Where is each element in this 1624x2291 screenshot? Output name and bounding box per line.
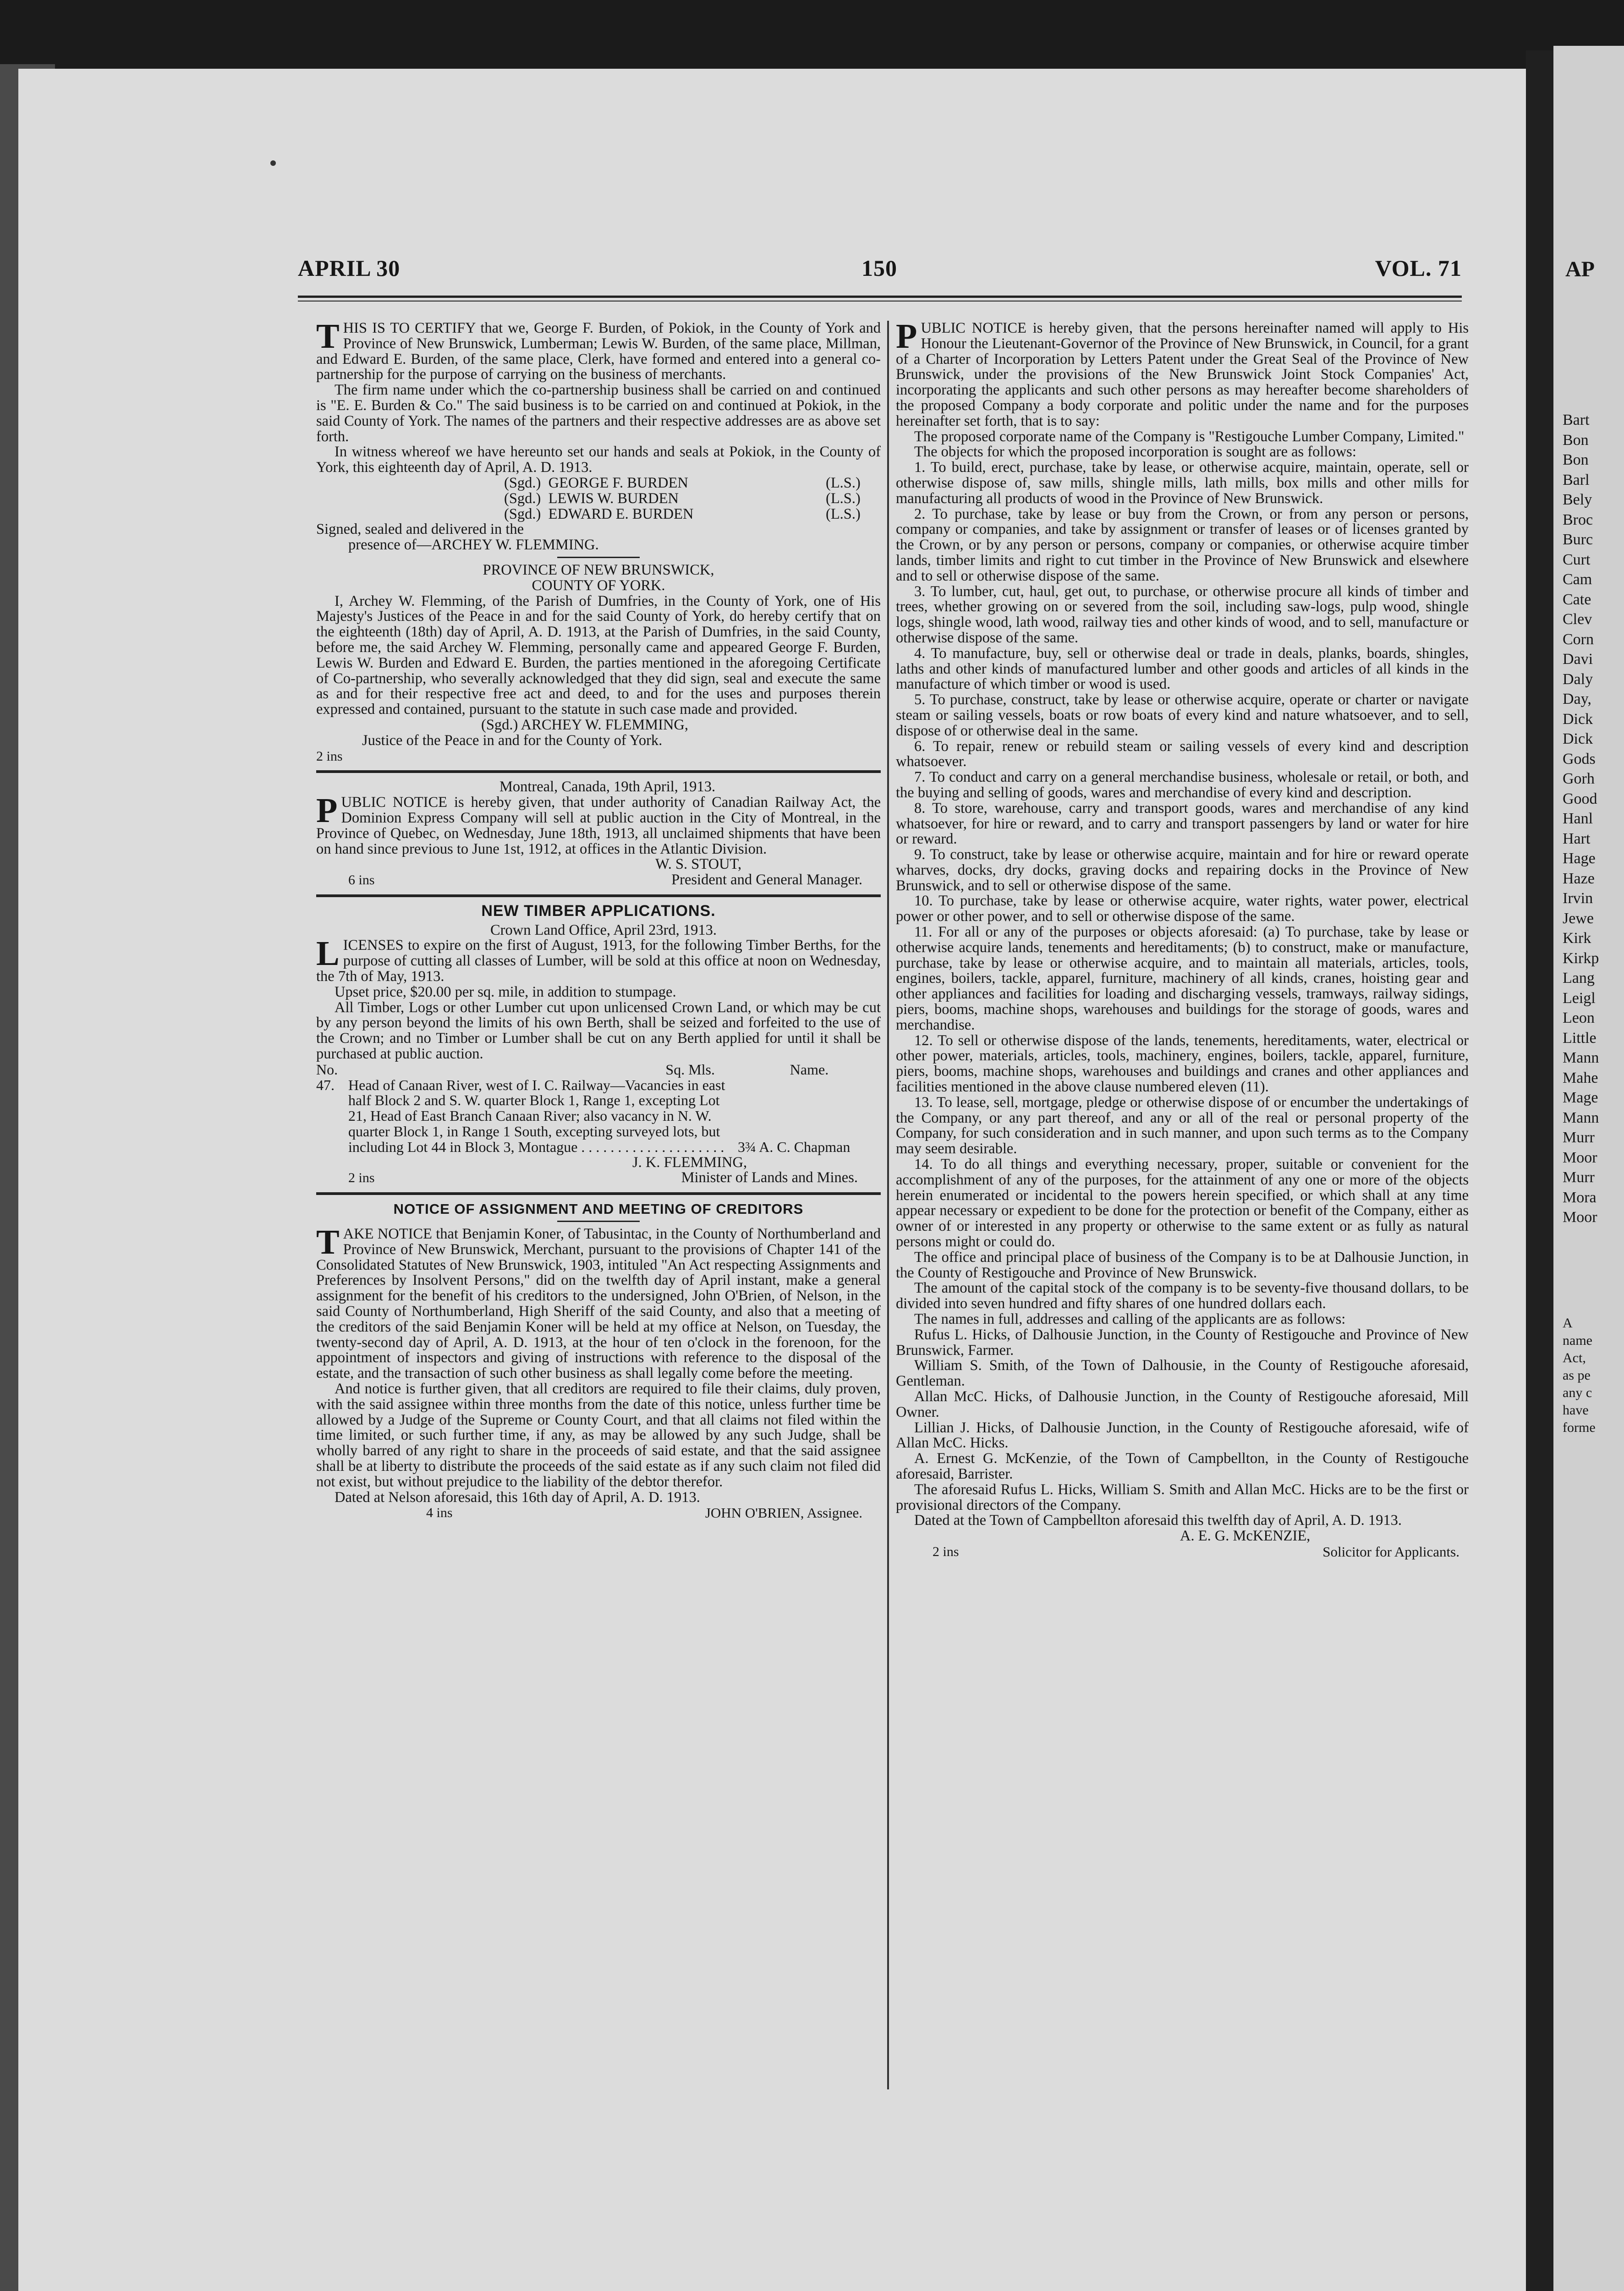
facing-page-name: Murr — [1563, 1169, 1595, 1186]
notice-paragraph: All Timber, Logs or other Lumber cut upon unlicensed Crown Land, or which may be cut by any person beyond the limits of his own Berth, shall be seized and forfeited to the use of the Crown; and no Timber or Lumber shall be cut on any Berth applied for until it shall be purchased at public auction. — [316, 999, 881, 1063]
insertion-count: 2 ins — [933, 1544, 959, 1559]
facing-page-name: Jewe — [1563, 910, 1594, 927]
signature-line — [504, 507, 881, 522]
signature-row — [896, 1544, 1469, 1560]
signature-title: Minister of Lands and Mines. — [681, 1169, 858, 1186]
facing-page-text-fragment: have — [1563, 1402, 1589, 1418]
section-rule — [557, 1221, 640, 1222]
facing-page-name: Bely — [1563, 491, 1592, 508]
facing-page-name: Gods — [1563, 750, 1596, 767]
dateline: Crown Land Office, April 23rd, 1913. — [490, 921, 717, 938]
column-header: Name. — [790, 1061, 829, 1078]
facing-page-name: Bon — [1563, 431, 1589, 449]
running-head — [298, 255, 1462, 287]
section-heading: NOTICE OF ASSIGNMENT AND MEETING OF CREDITORS — [393, 1201, 804, 1217]
table-header-row — [316, 1062, 881, 1078]
notice-paragraph: The firm name under which the co-partnership business shall be carried on and continued is "E. E. Burden & Co." The said business is to be carried on and continued at Pokiok, in the said County of York. The names of the partners and their respective addresses are as above set forth. — [316, 382, 881, 445]
signature-name: (Sgd.) EDWARD E. BURDEN — [504, 505, 694, 522]
berth-applicant — [738, 1078, 881, 1155]
facing-page-name: Good — [1563, 790, 1597, 807]
timber-berth-table — [316, 1062, 881, 1155]
express-auction-notice — [316, 779, 881, 888]
applicant-entry: William S. Smith, of the Town of Dalhousie, in the County of Restigouche aforesaid, Gentleman. — [896, 1357, 1469, 1390]
facing-page-text-fragment: A — [1563, 1315, 1573, 1331]
facing-page-name: Gorh — [1563, 770, 1595, 787]
facing-page-text-fragment: name — [1563, 1332, 1592, 1348]
facing-page-name: Mage — [1563, 1089, 1598, 1106]
partnership-certificate-notice — [316, 317, 881, 764]
signature-line — [504, 491, 881, 507]
facing-page-notice-fragment — [1563, 1315, 1624, 1436]
facing-page-text-fragment: any c — [1563, 1385, 1592, 1400]
notice-paragraph: I, Archey W. Flemming, of the Parish of Dumfries, in the County of York, one of His Majesty's Justices of the Peace in and for the said County of York, do hereby certify that on the eighteenth (18th) day of April, A. D. 1913, at the Parish of Dumfries, in the said County, before me, the said Archey W. Flemming, personally came and appeared George F. Burden, Lewis W. Burden and Edward E. Burden, the parties mentioned in the aforegoing Certificate of Co-partnership, who severally acknowledged that they did sign, seal and execute the same as and for their respective free act and deed, to and for the uses and purposes therein expressed and contained, pursuant to the statute in such case made and provided. — [316, 592, 881, 718]
facing-page-name: Cate — [1563, 591, 1591, 608]
province-heading: PROVINCE OF NEW BRUNSWICK, — [483, 561, 714, 578]
signature-line: JOHN O'BRIEN, Assignee. — [705, 1505, 862, 1521]
facing-page-name: Kirk — [1563, 930, 1591, 947]
object-clause: 11. For all or any of the purposes or objects aforesaid: (a) To purchase, take by lease or otherwise acquire lands, tenements and hereditaments; (b) to construct, make or manufacture, purchase, take by lease or otherwise acquire, and to maintain all materials, articles, tools, engines, boilers, tackle, apparel, furniture, machinery of all kinds, cranes, hoisting gear and other appliances and facilities for loading and discharging vessels, tramways, railway sidings, piers, booms, machine shops, warehouses and buildings for the storage of goods, wares and merchandise. — [896, 924, 1469, 1033]
signature-line: (Sgd.) ARCHEY W. FLEMMING, — [481, 716, 689, 733]
left-column — [316, 317, 881, 1521]
facing-page-name: Hanl — [1563, 810, 1593, 827]
facing-page-name: Mann — [1563, 1109, 1599, 1126]
facing-page-name: Daly — [1563, 670, 1593, 688]
facing-page-name-list — [1563, 410, 1624, 1228]
directors-paragraph: The aforesaid Rufus L. Hicks, William S. Smith and Allan McC. Hicks are to be the first or provisional directors of the Company. — [896, 1481, 1469, 1513]
facing-page-name: Haze — [1563, 870, 1595, 887]
object-clause: 13. To lease, sell, mortgage, pledge or otherwise dispose of or encumber the undertakings of the Company, or any part thereof, and any or all of the real or personal property of the Company, for such consideration and in such manner, and upon such terms as to the Company may seem desirable. — [896, 1094, 1469, 1157]
facing-page-name: Little — [1563, 1029, 1597, 1047]
signature-name: (Sgd.) GEORGE F. BURDEN — [504, 474, 688, 491]
applicant-entry: Lillian J. Hicks, of Dalhousie Junction, in the County of Restigouche aforesaid, wife of Allan McC. Hicks. — [896, 1419, 1469, 1452]
volume-number: VOL. 71 — [1375, 255, 1462, 281]
company-name-paragraph: The proposed corporate name of the Company is "Restigouche Lumber Company, Limited." — [914, 428, 1465, 445]
facing-page-name: Cam — [1563, 571, 1592, 588]
facing-page-name: Murr — [1563, 1129, 1595, 1146]
facing-page-name: Leon — [1563, 1009, 1595, 1026]
signature-row — [316, 1170, 881, 1186]
object-clause: 2. To purchase, take by lease or buy from the Crown, or from any person or persons, company or companies, and take by assignment or transfer of leases or of licenses granted by the Crown, or by any person or persons, company or companies, or otherwise acquire timber lands, timber limits and right to cut timber in the Province of New Brunswick and elsewhere and to sell or otherwise dispose of the same. — [896, 505, 1469, 584]
object-clause: 5. To purchase, construct, take by lease or otherwise acquire, operate or charter or navigate steam or sailing vessels, boats or row boats of every kind and nature whatsoever, and to sell, dispose of or otherwise deal in the same. — [896, 691, 1469, 739]
facing-page-text-fragment: forme — [1563, 1420, 1596, 1435]
column-divider — [887, 321, 889, 2089]
facing-page-running-head: AP — [1565, 257, 1595, 281]
office-paragraph: The office and principal place of business of the Company is to be at Dalhousie Junction, in the County of Restigouche and Province of New Brunswick. — [896, 1249, 1469, 1281]
applicants-list — [896, 1327, 1469, 1482]
dated-paragraph: Dated at the Town of Campbellton aforesaid this twelfth day of April, A. D. 1913. — [914, 1512, 1402, 1529]
facing-page-name: Bon — [1563, 451, 1589, 468]
facing-page-name: Clev — [1563, 611, 1592, 628]
right-column — [896, 317, 1469, 1560]
signature-line: A. E. G. McKENZIE, — [1180, 1528, 1311, 1545]
facing-page-name: Corn — [1563, 630, 1594, 648]
facing-page-name: Kirkp — [1563, 949, 1599, 967]
object-clause: 3. To lumber, cut, haul, get out, to purchase, or otherwise procure all kinds of timber and trees, whether growing on or severed from the soil, including saw-logs, pulp wood, shingle logs, shingle wood, lath wood, railway ties and other kinds of wood, and to sell, manufacture or otherwise dispose of the same. — [896, 583, 1469, 646]
notice-divider — [316, 1192, 881, 1195]
facing-page-text-fragment: Act, — [1563, 1350, 1586, 1365]
object-clause: 8. To store, warehouse, carry and transport goods, wares and merchandise of any kind whatsoever, for hire or reward, and to carry and transport passengers by land or water for hire or reward. — [896, 800, 1469, 848]
object-clause: 10. To purchase, take by lease or otherwise acquire, water rights, water power, electrical power or other power, and to sell or otherwise dispose of the same. — [896, 893, 1469, 925]
notice-paragraph: The objects for which the proposed incorporation is sought are as follows: — [914, 444, 1356, 460]
berth-description: Head of Canaan River, west of I. C. Railway—Vacancies in east half Block 2 and S. W. quarter Block 1, Range 1, excepting Lot 21, Head of East Branch Canaan River; also vacancy in N. W. quarter Block 1, in Range 1 South, excepting surveyed lots, but including Lot 44 in Block 3, Montague . . . . . . . . . . . . . . . . . . . . — [348, 1076, 725, 1155]
notice-paragraph: PUBLIC NOTICE is hereby given, that the persons hereinafter named will apply to His Honour the Lieutenant-Governor of the Province of New Brunswick, in Council, for a grant of a Charter of Incorporation by Letters Patent under the Great Seal of the Province of New Brunswick, under the provisions of the New Brunswick Joint Stock Companies' Act, incorporating the applicants and such other persons as may hereafter become shareholders of the proposed Company a body corporate and politic under the name and for the purposes hereinafter set forth, that is to say: — [896, 317, 1469, 429]
facing-page-name: Moor — [1563, 1209, 1597, 1226]
witness-line: Signed, sealed and delivered in the — [316, 521, 524, 538]
object-clause: 4. To manufacture, buy, sell or otherwise deal or trade in deals, planks, boards, shingles, laths and other kinds of manufactured lumber and other goods and articles of all kinds in the manufacture of which timber or wood is used. — [896, 645, 1469, 693]
facing-page-text-fragment: as pe — [1563, 1367, 1591, 1383]
table-row — [316, 1078, 881, 1155]
berth-area: 3¾ — [738, 1138, 756, 1155]
assignment-notice — [316, 1201, 881, 1521]
applicant-entry: Rufus L. Hicks, of Dalhousie Junction, in the County of Restigouche and Province of New Brunswick, Farmer. — [896, 1326, 1469, 1359]
notice-paragraph: And notice is further given, that all creditors are required to file their claims, duly proven, with the said assignee within three months from the date of this notice, unless further time be allowed by a Judge of the Supreme or County Court, and that all claims not filed within the time limited, or such further time, if any, as may be allowed by any such Judge, shall be wholly barred of any right to share in the proceeds of said estate, and that the said assignee shall be at liberty to distribute the proceeds of the said estate as if any such claim not filed did not exist, but without prejudice to the liability of the debtor therefor. — [316, 1381, 881, 1490]
berth-name: A. C. Chapman — [759, 1138, 850, 1155]
page-number: 150 — [861, 255, 897, 281]
insertion-count: 4 ins — [426, 1505, 453, 1521]
notice-paragraph: In witness whereof we have hereunto set our hands and seals at Pokiok, in the County of York, this eighteenth day of April, A. D. 1913. — [316, 444, 881, 476]
signature-line: W. S. STOUT, — [655, 856, 742, 873]
signature-row — [316, 872, 881, 888]
applicant-entry: Allan McC. Hicks, of Dalhousie Junction, in the County of Restigouche aforesaid, Mill Owner. — [896, 1388, 1469, 1420]
seal-mark: (L.S.) — [826, 474, 861, 491]
signature-line — [504, 476, 881, 491]
facing-page-name: Curt — [1563, 551, 1591, 568]
column-header: No. — [316, 1061, 338, 1078]
insertion-count: 6 ins — [348, 872, 375, 888]
facing-page-name: Mann — [1563, 1049, 1599, 1066]
signature-row — [316, 1505, 881, 1521]
object-clause: 14. To do all things and everything necessary, proper, suitable or convenient for the accomplishment of any of the purposes, for the attainment of any one or more of the objects herein enumerated or incidental to the powers herein specified, or which shall at any time appear necessary or expedient to be done for the protection or benefit of the Company, either as owner of or interested in any property or otherwise to the same extent or as fully as natural persons might or could do. — [896, 1156, 1469, 1250]
facing-page-name: Dick — [1563, 710, 1593, 728]
notice-divider — [316, 894, 881, 897]
seal-mark: (L.S.) — [826, 490, 861, 507]
notice-paragraph: PUBLIC NOTICE is hereby given, that under authority of Canadian Railway Act, the Dominion Express Company will sell at public auction in the City of Montreal, in the Province of Quebec, on Wednesday, June 18th, 1913, all unclaimed shipments that have been on hand since previous to June 1st, 1912, at offices in the Atlantic Division. — [316, 791, 881, 857]
facing-page-name: Hage — [1563, 850, 1596, 867]
object-clause: 1. To build, erect, purchase, take by lease, or otherwise acquire, maintain, operate, sell or otherwise dispose of, saw mills, shingle mills, lath mills, box mills and other mills for manufacturing all products of wood in the Province of New Brunswick. — [896, 459, 1469, 507]
timber-applications-notice — [316, 904, 881, 1186]
capital-paragraph: The amount of the capital stock of the company is to be seventy-five thousand dollars, to be divided into seven hundred and fifty shares of one hundred dollars each. — [896, 1280, 1469, 1312]
facing-page-name: Irvin — [1563, 890, 1593, 907]
issue-date: APRIL 30 — [298, 255, 401, 281]
facing-page-name: Burc — [1563, 531, 1593, 548]
insertion-count: 2 ins — [348, 1170, 375, 1186]
signature-title: Solicitor for Applicants. — [1322, 1543, 1459, 1560]
facing-page-name: Moor — [1563, 1149, 1597, 1166]
insertion-count: 2 ins — [316, 748, 343, 764]
object-clause: 9. To construct, take by lease or otherwise acquire, maintain and for hire or reward operate wharves, docks, dry docks, graving docks and repairing docks in the Province of New Brunswick, and to sell or otherwise dispose of the same. — [896, 846, 1469, 894]
facing-page-name: Dick — [1563, 730, 1593, 747]
facing-page-name: Mahe — [1563, 1069, 1598, 1086]
berth-number: 47. — [316, 1076, 335, 1093]
header-double-rule — [298, 296, 1462, 301]
county-heading: COUNTY OF YORK. — [532, 577, 665, 594]
seal-mark: (L.S.) — [826, 505, 861, 522]
object-clause: 6. To repair, renew or rebuild steam or sailing vessels of every kind and description whatsoever. — [896, 738, 1469, 770]
facing-page-name: Leigl — [1563, 989, 1596, 1007]
notice-paragraph: Dated at Nelson aforesaid, this 16th day of April, A. D. 1913. — [335, 1489, 700, 1506]
section-heading: NEW TIMBER APPLICATIONS. — [481, 902, 716, 920]
facing-page-fragment — [1553, 46, 1624, 2291]
applicant-entry: A. Ernest G. McKenzie, of the Town of Campbellton, in the County of Restigouche aforesaid, Barrister. — [896, 1450, 1469, 1482]
dateline: Montreal, Canada, 19th April, 1913. — [499, 778, 716, 795]
notice-paragraph: Upset price, $20.00 per sq. mile, in addition to stumpage. — [335, 983, 676, 1000]
object-clause: 7. To conduct and carry on a general merchandise business, wholesale or retail, or both, and the buying and selling of goods, wares and merchandise of every kind and description. — [896, 769, 1469, 801]
ink-spot — [270, 160, 276, 166]
signature-title: Justice of the Peace in and for the County of York. — [362, 732, 663, 749]
facing-page-name: Mora — [1563, 1189, 1597, 1206]
object-clause: 12. To sell or otherwise dispose of the lands, tenements, hereditaments, water, electrical or other power, materials, articles, tools, machinery, engines, boilers, tackle, apparel, furniture, piers, booms, machine shops, warehouses and buildings and cranes and other appliances and facilities mentioned in the above clause numbered eleven (11). — [896, 1032, 1469, 1096]
notice-paragraph: TAKE NOTICE that Benjamin Koner, of Tabusintac, in the County of Northumberland and Province of New Brunswick, Merchant, pursuant to the provisions of Chapter 141 of the Consolidated Statutes of New Brunswick, 1903, intituled "An Act respecting Assignments and Preferences by Insolvent Persons," did on the twelfth day of April instant, make a general assignment for the benefit of his creditors to the undersigned, John O'Brien, of Nelson, in the said County of Northumberland, High Sheriff of the said County, and also that a meeting of the creditors of the said Benjamin Koner will be held at my office at Nelson, on Tuesday, the twenty-second day of April, A. D. 1913, at the hour of ten o'clock in the forenoon, for the appointment of inspectors and giving of instructions with reference to the disposal of the estate, and the transaction of such other business as shall legally come before the meeting. — [316, 1223, 881, 1382]
company-objects-list — [896, 460, 1469, 1250]
facing-page-name: Barl — [1563, 471, 1590, 488]
notice-divider — [316, 770, 881, 773]
facing-page-name: Day, — [1563, 691, 1591, 707]
book-gutter — [1526, 50, 1553, 2291]
section-rule — [557, 557, 640, 558]
column-header: Sq. Mls. — [665, 1061, 715, 1078]
witness-line: presence of—ARCHEY W. FLEMMING. — [348, 537, 599, 554]
facing-page-name: Davi — [1563, 651, 1593, 668]
notice-paragraph: LICENSES to expire on the first of August, 1913, for the following Timber Berths, for the purpose of cutting all classes of Lumber, will be sold at this office at noon on Wednesday, the 7th of May, 1913. — [316, 934, 881, 985]
facing-page-name: Broc — [1563, 511, 1593, 528]
signature-name: (Sgd.) LEWIS W. BURDEN — [504, 490, 679, 507]
facing-page-name: Hart — [1563, 830, 1591, 847]
notice-paragraph: The names in full, addresses and calling of the applicants are as follows: — [914, 1311, 1346, 1327]
notice-paragraph: THIS IS TO CERTIFY that we, George F. Burden, of Pokiok, in the County of York and Province of New Brunswick, Lumberman; Lewis W. Burden, of the same place, Millman, and Edward E. Burden, of the same place, Clerk, have formed and entered into a general co-partnership for the purpose of carrying on the business of merchants. — [316, 317, 881, 383]
facing-page-name: Lang — [1563, 970, 1595, 987]
signature-title: President and General Manager. — [671, 871, 862, 888]
signature-line: J. K. FLEMMING, — [632, 1154, 747, 1171]
facing-page-name: Bart — [1563, 411, 1590, 428]
